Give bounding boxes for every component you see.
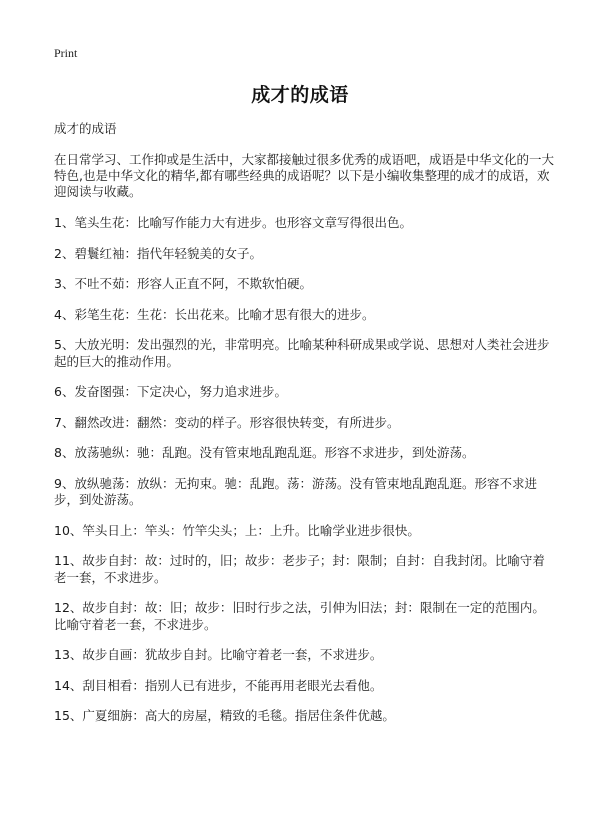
- list-item: 15、广夏细旃：高大的房屋，精致的毛毯。指居住条件优越。: [54, 708, 395, 723]
- page-title: 成才的成语: [251, 84, 349, 106]
- subtitle: 成才的成语: [54, 121, 117, 136]
- list-item: 4、彩笔生花：生花：长出花来。比喻才思有很大的进步。: [54, 306, 375, 322]
- list-item: 3、不吐不茹：形容人正直不阿，不欺软怕硬。: [54, 276, 312, 291]
- list-item: 11、故步自封：故：过时的，旧；故步：老步子；封：限制；自封：自我封闭。比喻守着老一套，不求进步。: [54, 553, 545, 585]
- print-label: Print: [54, 46, 78, 60]
- list-item: 10、竿头日上：竿头：竹竿尖头；上：上升。比喻学业进步很快。: [54, 522, 420, 538]
- list-item: 5、大放光明：发出强烈的光，非常明亮。比喻某种科研成果或学说、思想对人类社会进步起的巨大的推动作用。: [54, 337, 550, 369]
- list-item: 1、笔头生花：比喻写作能力大有进步。也形容文章写得很出色。: [54, 215, 412, 230]
- list-item: 6、发奋图强：下定决心，努力追求进步。: [54, 384, 287, 399]
- list-item: 8、放荡驰纵：驰：乱跑。没有管束地乱跑乱逛。形容不求进步，到处游荡。: [54, 445, 475, 460]
- intro-paragraph: 在日常学习、工作抑或是生活中，大家都接触过很多优秀的成语吧，成语是中华文化的一大特色,也是中华文化的精华,都有哪些经典的成语呢？以下是小编收集整理的成才的成语，欢迎阅读与收藏。: [54, 152, 555, 199]
- list-item: 9、放纵驰荡：放纵：无拘束。驰：乱跑。荡：游荡。没有管束地乱跑乱逛。形容不求进步，到处游荡。: [54, 475, 537, 507]
- list-item: 13、故步自画：犹故步自封。比喻守着老一套，不求进步。: [54, 647, 383, 662]
- list-item: 14、刮目相看：指别人已有进步，不能再用老眼光去看他。: [54, 677, 383, 693]
- list-item: 2、碧鬟红袖：指代年轻貌美的女子。: [54, 245, 262, 261]
- document-body: [54, 120, 554, 739]
- list-item: 7、翻然改进：翻然：变动的样子。形容很快转变，有所进步。: [54, 414, 400, 430]
- idiom-list: [54, 215, 554, 725]
- list-item: 12、故步自封：故：旧；故步：旧时行步之法，引伸为旧法；封：限制在一定的范围内。比喻守着老一套，不求进步。: [54, 600, 545, 632]
